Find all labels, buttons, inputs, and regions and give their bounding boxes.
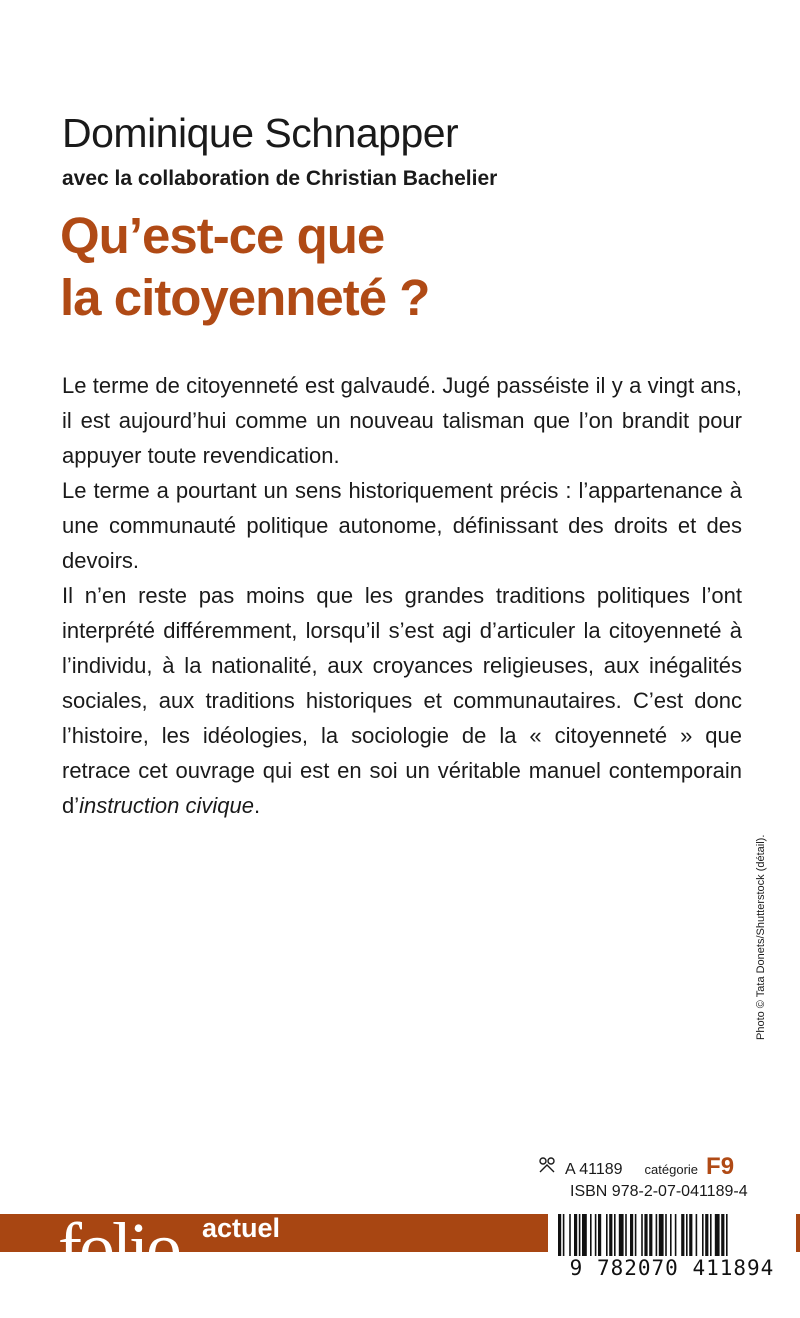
barcode-bar xyxy=(715,1214,720,1256)
barcode-bar xyxy=(606,1214,608,1256)
blurb-paragraph-3-end: . xyxy=(254,793,261,818)
barcode-bar xyxy=(595,1214,597,1256)
blurb-paragraph-3-text: Il n’en reste pas moins que les grandes traditions politiques l’ont interprété différemment, lorsqu’il s’est agi d’articuler la citoyenneté à l’individu, à la nationalité, aux croyances religieuses, aux inégalités sociales, aux traditions historiques et communautaires. C’est donc l’histoire, les idéologies, la sociologie de la « citoyenneté » que retrace cet ouvrage qui est en soi un véritable manuel contemporain d’ xyxy=(62,583,742,818)
barcode-bar xyxy=(563,1214,565,1256)
barcode-bar xyxy=(702,1214,704,1256)
blurb xyxy=(62,368,742,823)
barcode-digits: 9 782070 411894 xyxy=(569,1256,775,1280)
author-name: Dominique Schnapper xyxy=(62,110,459,156)
barcode-bars xyxy=(548,1212,796,1258)
barcode-bar xyxy=(705,1214,708,1256)
catalog-info xyxy=(537,1153,748,1201)
barcode-bar xyxy=(710,1214,712,1256)
book-title xyxy=(60,205,429,329)
barcode-bar xyxy=(686,1214,688,1256)
barcode-bar xyxy=(644,1214,647,1256)
barcode-bar xyxy=(619,1214,624,1256)
barcode-bar xyxy=(675,1214,677,1256)
catalog-code: A 41189 xyxy=(565,1161,623,1178)
barcode xyxy=(548,1212,796,1284)
category-value: F9 xyxy=(706,1153,735,1180)
barcode-bar xyxy=(721,1214,724,1256)
barcode-bar xyxy=(635,1214,637,1256)
title-line-1: Qu’est-ce que xyxy=(60,207,385,264)
barcode-bar xyxy=(665,1214,667,1256)
barcode-bar xyxy=(726,1214,728,1256)
barcode-bar xyxy=(558,1214,561,1256)
barcode-bar xyxy=(614,1214,616,1256)
isbn: ISBN 978-2-07-041189-4 xyxy=(570,1183,748,1200)
gallimard-logo-icon xyxy=(537,1156,557,1179)
barcode-bar xyxy=(625,1214,627,1256)
blurb-italic-phrase: instruction civique xyxy=(79,793,254,818)
barcode-bar xyxy=(630,1214,633,1256)
barcode-bar xyxy=(641,1214,643,1256)
barcode-bar xyxy=(670,1214,672,1256)
barcode-bar xyxy=(659,1214,664,1256)
blurb-paragraph-3 xyxy=(62,578,742,823)
barcode-bar xyxy=(656,1214,658,1256)
catalog-row xyxy=(537,1153,748,1181)
barcode-bar xyxy=(689,1214,692,1256)
barcode-bar xyxy=(598,1214,601,1256)
barcode-bar xyxy=(696,1214,698,1256)
collaboration-line: avec la collaboration de Christian Bachelier xyxy=(62,167,498,190)
title-line-2: la citoyenneté ? xyxy=(60,269,430,326)
category-label: catégorie xyxy=(644,1162,699,1177)
series-logo-folio: folio xyxy=(58,1212,179,1278)
barcode-bar xyxy=(649,1214,652,1256)
barcode-bar xyxy=(574,1214,577,1256)
photo-credit: Photo © Tata Donets/Shutterstock (détail). xyxy=(755,834,767,1040)
series-logo-actuel: actuel xyxy=(202,1213,281,1243)
barcode-bar xyxy=(579,1214,581,1256)
blurb-paragraph-2: Le terme a pourtant un sens historiquement précis : l’appartenance à une communauté politique autonome, définissant des droits et des devoirs. xyxy=(62,478,742,573)
barcode-bar xyxy=(569,1214,571,1256)
barcode-bar xyxy=(582,1214,587,1256)
barcode-bar xyxy=(590,1214,592,1256)
barcode-bar xyxy=(681,1214,684,1256)
blurb-paragraph-1: Le terme de citoyenneté est galvaudé. Jugé passéiste il y a vingt ans, il est aujourd’hui comme un nouveau talisman que l’on brandit pour appuyer toute revendication. xyxy=(62,373,742,468)
barcode-bar xyxy=(609,1214,612,1256)
